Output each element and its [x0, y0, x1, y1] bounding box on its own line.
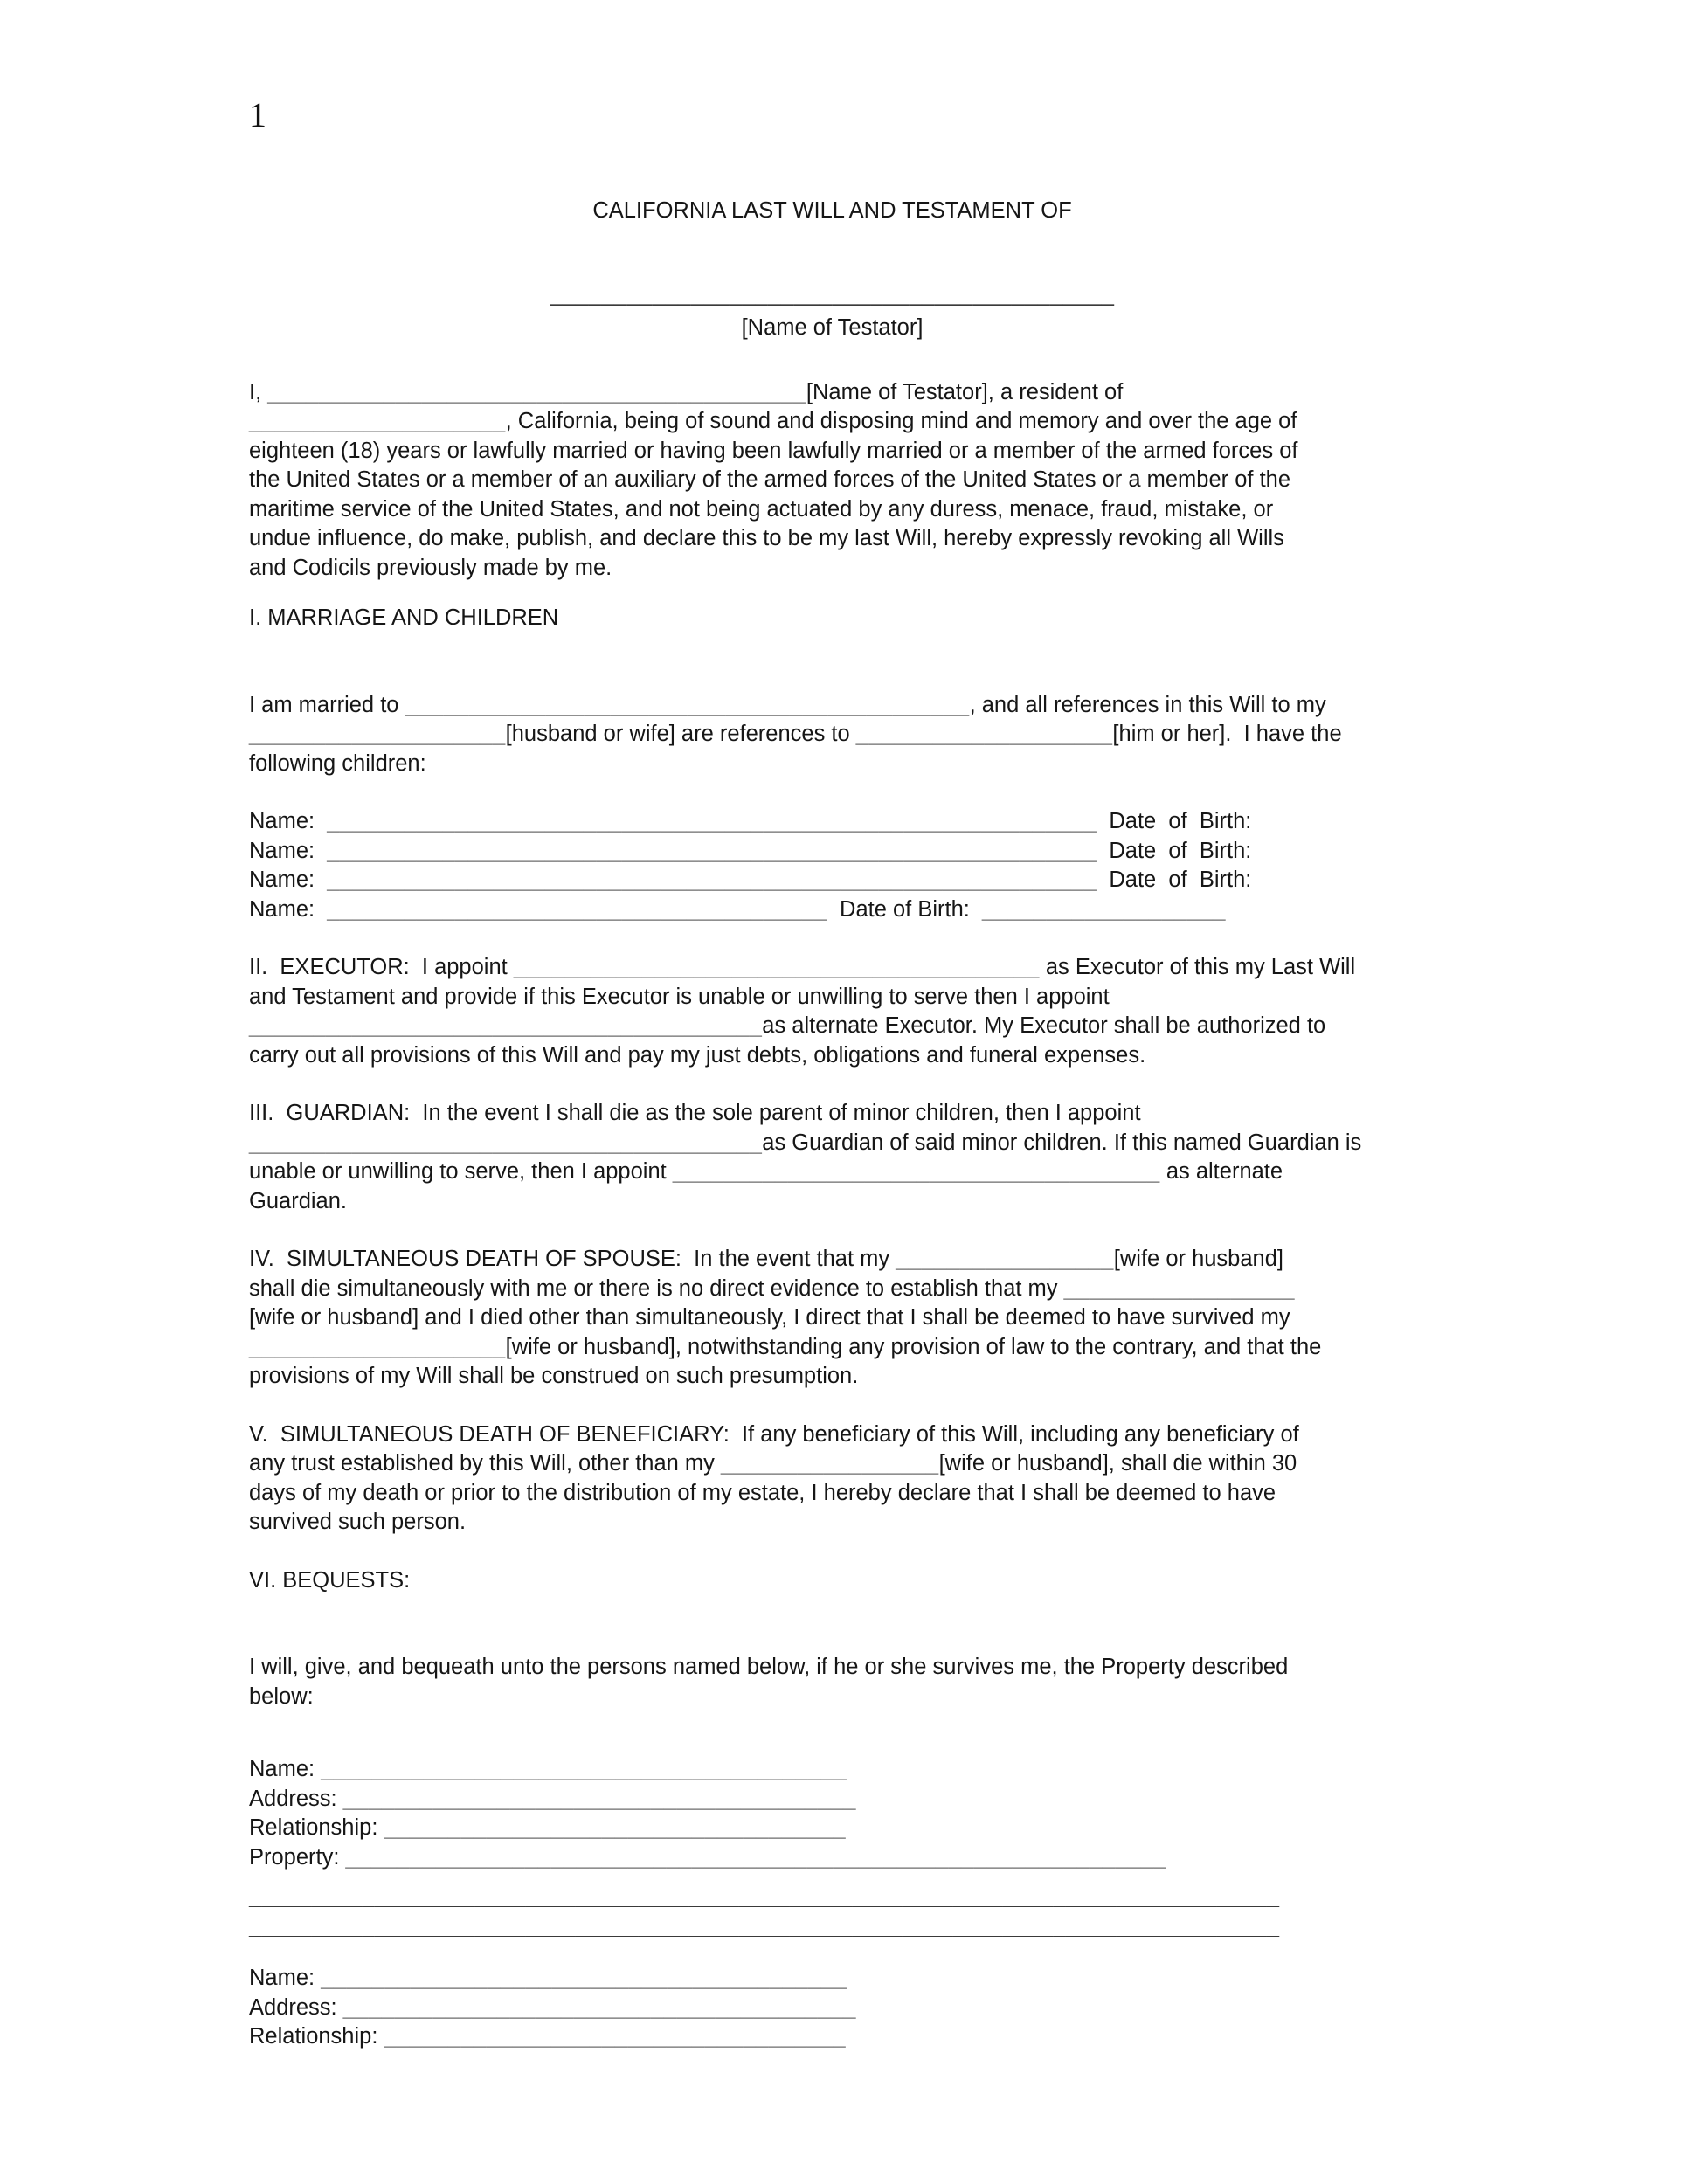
text-line: undue influence, do make, publish, and declare this to be my last Will, hereby expressly revoking all Wills [249, 526, 1284, 550]
fill-in-blank: ____________________ [249, 722, 506, 746]
text-line [249, 1913, 1415, 1943]
text-line [249, 1883, 1415, 1913]
fill-in-blank: ____________________________________ [384, 2024, 847, 2049]
fill-in-blank: ____________________________________________ [405, 692, 970, 717]
text-line: Name: ____________________________________________________________ Date of Birth: [249, 838, 1252, 863]
text-line: I am married to ____________________________________________, and all references in this Will to my [249, 692, 1326, 717]
fill-in-blank: _________________________________________ [321, 1757, 847, 1781]
text-line: Relationship: ____________________________________ [249, 1815, 847, 1840]
text-line: eighteen (18) years or lawfully married or having been lawfully married or a member of the armed forces of [249, 438, 1298, 463]
fill-in-blank: ____________________________________________________________ [327, 838, 1097, 863]
text-line: shall die simultaneously with me or there is no direct evidence to establish that my __________________ [249, 1275, 1295, 1301]
fill-in-blank: ________________________________________________________________ [345, 1844, 1167, 1870]
marriage-paragraph [249, 691, 1415, 779]
text-line: the United States or a member of an auxiliary of the armed forces of the United States or a member of the [249, 467, 1291, 492]
fill-in-blank: __________________________________________ [267, 379, 806, 404]
document-title: CALIFORNIA LAST WILL AND TESTAMENT OF [592, 198, 1072, 223]
fill-in-blank: __________________________________________________________________________________ [249, 1885, 1280, 1910]
fill-in-blank: ___________________ [982, 896, 1226, 922]
text-line: Name: _________________________________________ [249, 1966, 847, 1990]
text-line: Relationship: ____________________________________ [249, 2024, 847, 2049]
text-line: ____________________[wife or husband], notwithstanding any provision of law to the contrary, and that the [249, 1334, 1322, 1359]
intro-paragraph [249, 378, 1415, 584]
bequest-entry-1-property-continuation-lines [249, 1883, 1415, 1942]
text-line: II. EXECUTOR: I appoint _________________________________________ as Executor of this my Last Will [249, 955, 1356, 979]
text-line: V. SIMULTANEOUS DEATH OF BENEFICIARY: If any beneficiary of this Will, including any beneficiary of [249, 1421, 1299, 1447]
children-list [249, 807, 1415, 924]
text-line: provisions of my Will shall be construed on such presumption. [249, 1364, 859, 1388]
text-line: below: [249, 1683, 314, 1709]
fill-in-blank: __________________ [1063, 1275, 1295, 1301]
fill-in-blank: ____________________ [249, 1334, 506, 1359]
section-heading-marriage-and-children: I. MARRIAGE AND CHILDREN [249, 605, 559, 630]
page-number: 1 [249, 95, 266, 135]
fill-in-blank: ____________________________________________________________ [327, 867, 1097, 892]
fill-in-blank: ________________________________________ [249, 1130, 763, 1155]
document-content [249, 0, 1415, 2052]
bequest-entry-2 [249, 1964, 1415, 2052]
text-line: survived such person. [249, 1510, 467, 1534]
section-heading-bequests: VI. BEQUESTS: [249, 1567, 411, 1593]
text-line: and Codicils previously made by me. [249, 555, 612, 580]
fill-in-blank: __________________________________________________________________________________ [249, 1914, 1280, 1939]
text-line: [wife or husband] and I died other than simultaneously, I direct that I shall be deemed to have survived my [249, 1305, 1290, 1330]
text-line: carry out all provisions of this Will and pay my just debts, obligations and funeral expenses. [249, 1042, 1146, 1068]
fill-in-blank: ________________________________________ [342, 1994, 856, 2020]
text-line: Property: ________________________________________________________________ [249, 1844, 1167, 1870]
fill-in-blank: _______________________________________ [327, 896, 827, 922]
fill-in-blank: ____________________________________________________________ [327, 809, 1097, 833]
testator-name-caption: [Name of Testator] [741, 315, 924, 340]
text-line: and Testament and provide if this Executor is unable or unwilling to serve then I appoint [249, 984, 1110, 1009]
text-line: days of my death or prior to the distribution of my estate, I hereby declare that I shall be deemed to have [249, 1480, 1276, 1505]
executor-paragraph [249, 953, 1415, 1070]
text-line: following children: [249, 750, 426, 776]
text-line: ________________________________________as alternate Executor. My Executor shall be authorized to [249, 1013, 1326, 1038]
text-line: ____________________, California, being of sound and disposing mind and memory and over the age of [249, 409, 1297, 433]
fill-in-blank: ______________________________________ [672, 1159, 1160, 1184]
text-line: Address: ________________________________________ [249, 1994, 856, 2020]
fill-in-blank: ____________________________________ [384, 1815, 847, 1840]
text-line: maritime service of the United States, and not being actuated by any duress, menace, fraud, mistake, or [249, 496, 1274, 522]
text-line: I, __________________________________________[Name of Testator], a resident of [249, 379, 1124, 404]
fill-in-blank: _________________________________________ [321, 1966, 847, 1990]
fill-in-blank: ________________________________________ [342, 1786, 856, 1811]
text-line: ________________________________________as Guardian of said minor children. If this named Guardian is [249, 1130, 1362, 1155]
bequest-entry-1 [249, 1755, 1415, 1872]
fill-in-blank: _________________ [896, 1247, 1114, 1271]
fill-in-blank: _________________ [720, 1451, 939, 1476]
text-line: I will, give, and bequeath unto the persons named below, if he or she survives me, the Property described [249, 1655, 1289, 1679]
fill-in-blank: ____________________ [855, 722, 1113, 746]
fill-in-blank: ________________________________________ [249, 1013, 763, 1038]
fill-in-blank: _________________________________________ [513, 955, 1040, 979]
text-line: unable or unwilling to serve, then I appoint ______________________________________ as alternate [249, 1159, 1283, 1184]
text-line: Address: ________________________________________ [249, 1786, 856, 1811]
bequests-intro-paragraph [249, 1653, 1415, 1711]
text-line: IV. SIMULTANEOUS DEATH OF SPOUSE: In the event that my _________________[wife or husband] [249, 1247, 1283, 1271]
text-line: Name: _______________________________________ Date of Birth: ___________________ [249, 896, 1226, 922]
text-line: ____________________[husband or wife] are references to ____________________[him or her]. I have the [249, 722, 1342, 746]
simultaneous-death-of-beneficiary-paragraph [249, 1420, 1415, 1538]
simultaneous-death-of-spouse-paragraph [249, 1245, 1415, 1392]
fill-in-blank: ____________________ [249, 409, 506, 433]
fill-in-blank: ____________________________________________ [550, 281, 1115, 307]
text-line: any trust established by this Will, other than my _________________[wife or husband], shall die within 30 [249, 1451, 1297, 1476]
testator-name-blank [249, 280, 1415, 310]
text-line: III. GUARDIAN: In the event I shall die as the sole parent of minor children, then I appoint [249, 1101, 1141, 1125]
text-line: Name: ____________________________________________________________ Date of Birth: [249, 809, 1252, 833]
text-line: Name: ____________________________________________________________ Date of Birth: [249, 867, 1252, 892]
text-line: Name: _________________________________________ [249, 1757, 847, 1781]
guardian-paragraph [249, 1099, 1415, 1216]
text-line: Guardian. [249, 1188, 347, 1213]
